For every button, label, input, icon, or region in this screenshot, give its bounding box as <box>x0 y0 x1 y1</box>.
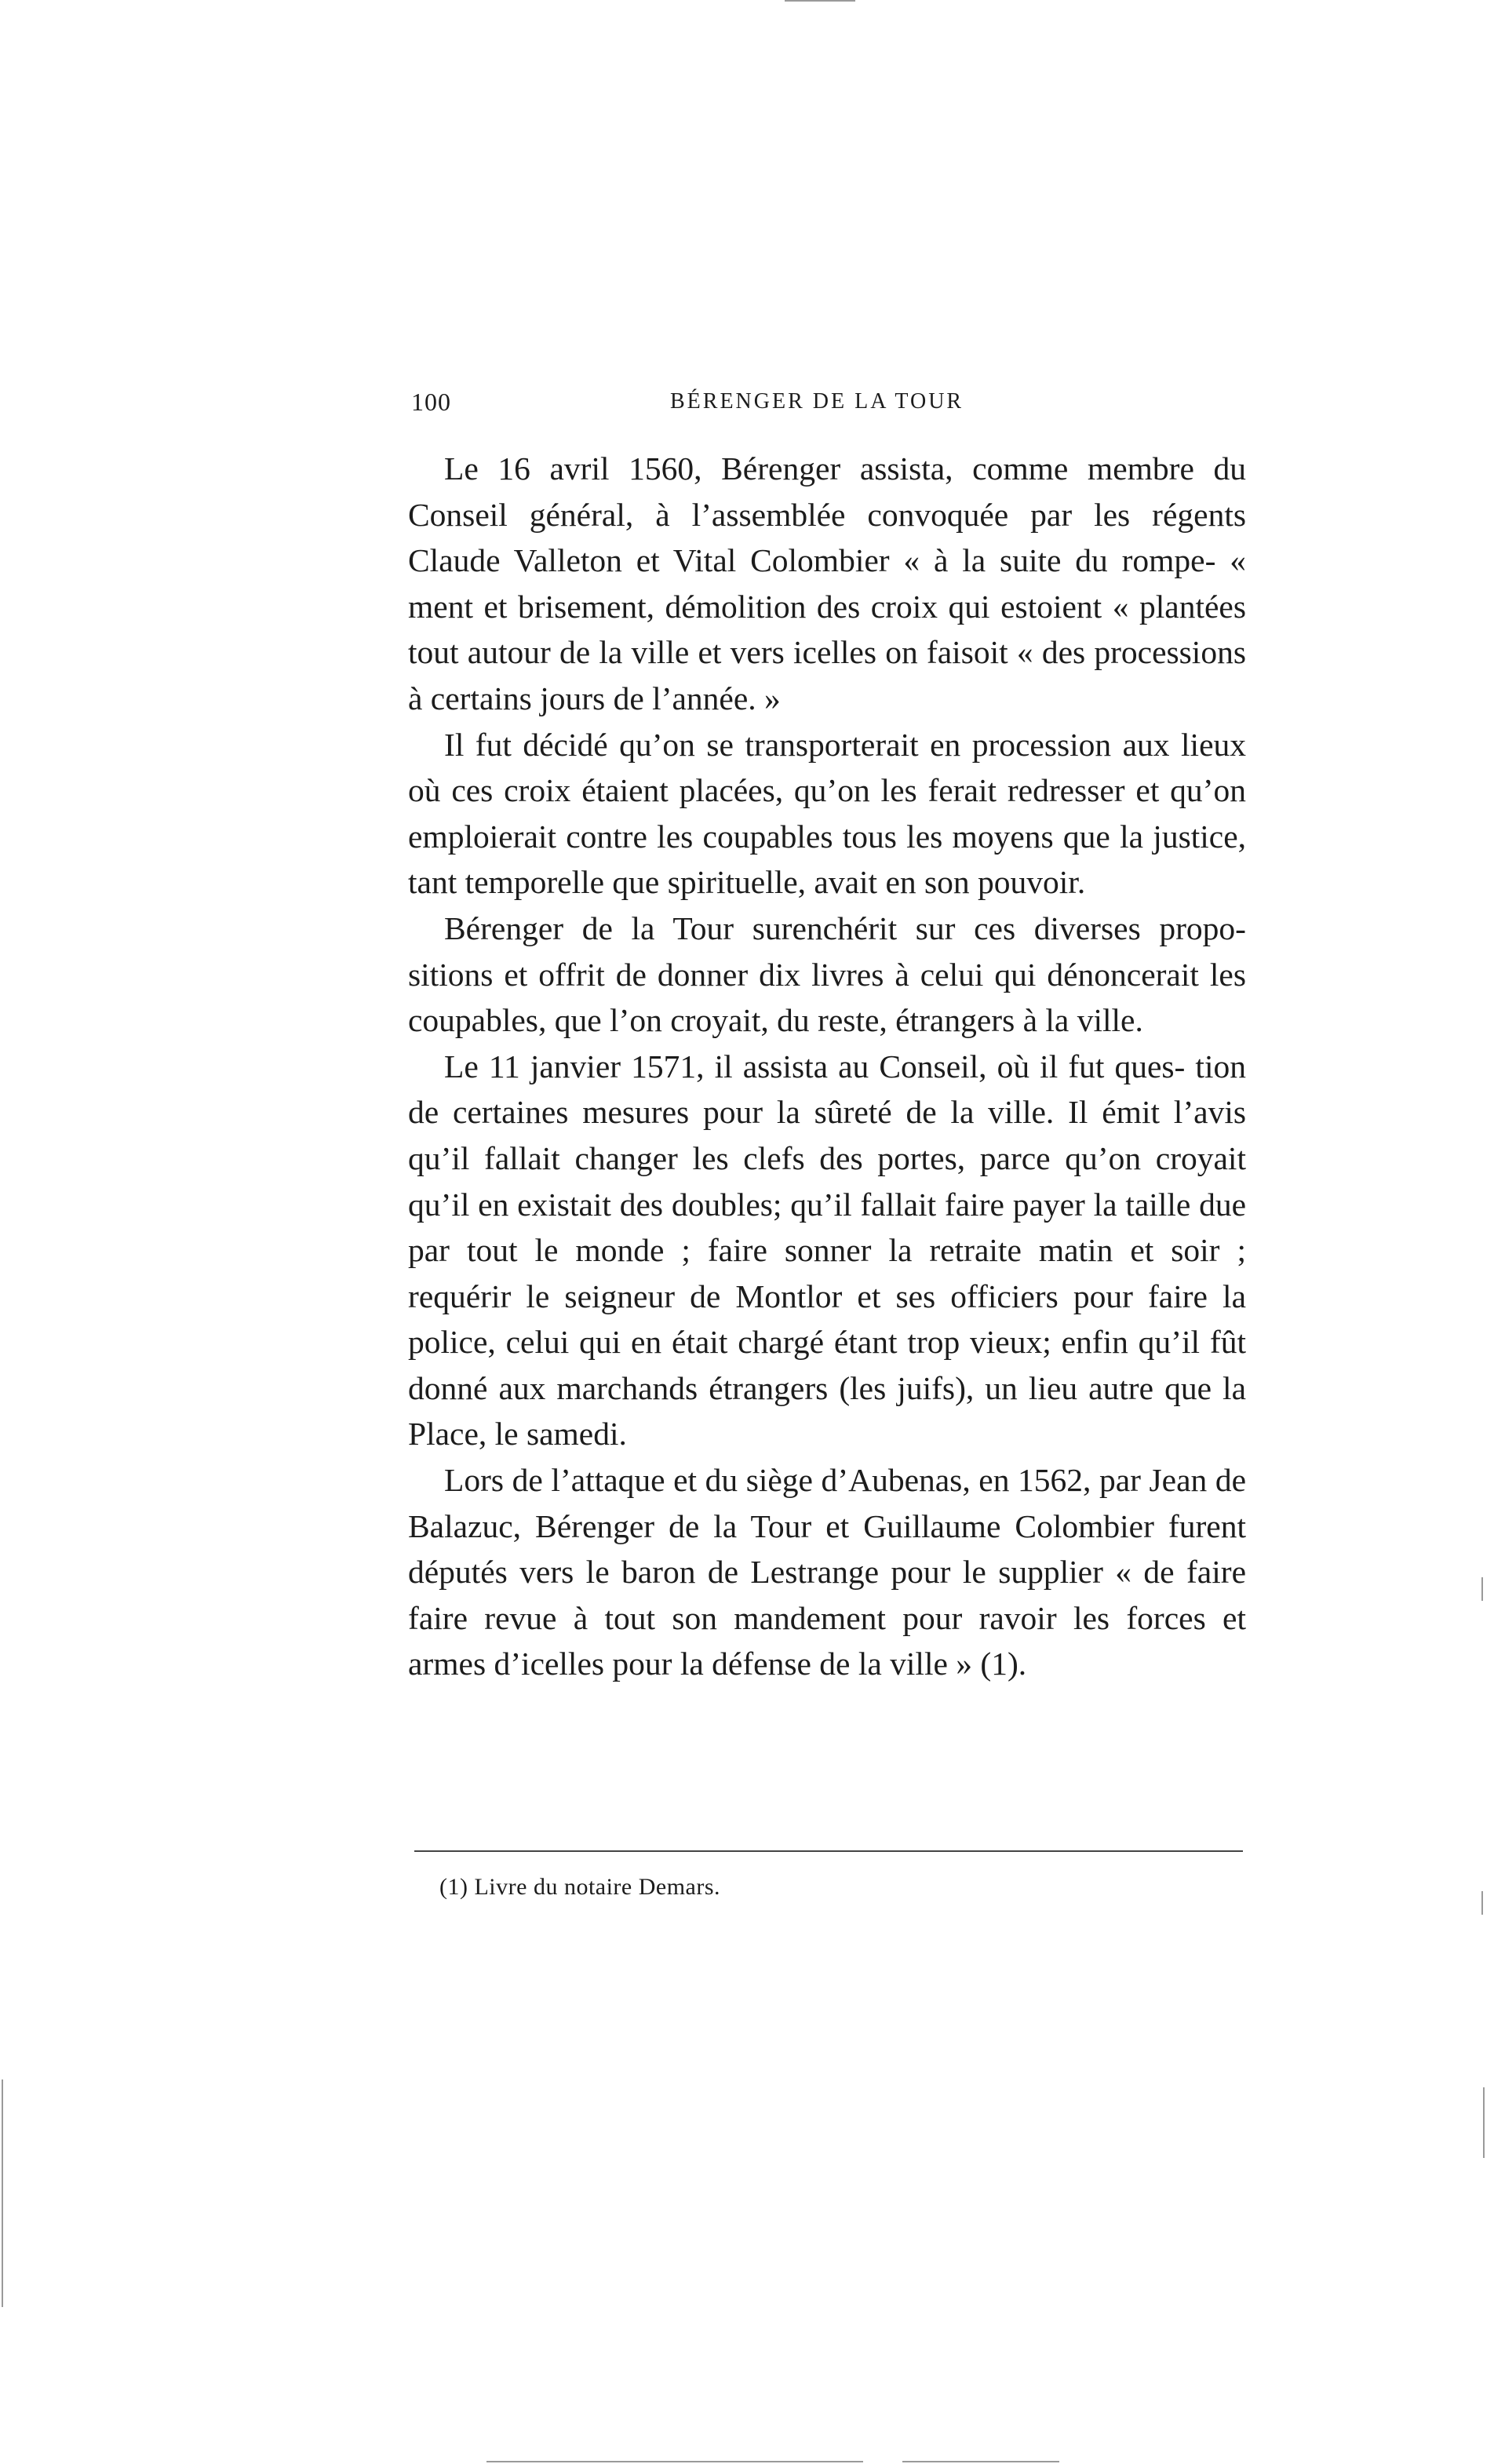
scan-edge-mark <box>486 2461 863 2462</box>
page-number: 100 <box>411 388 451 416</box>
scan-edge-mark <box>785 0 855 2</box>
paragraph: Il fut décidé qu’on se transporterait en procession aux lieux où ces croix étaient placées, qu’on les ferait redresser et qu’on emploierait contre les coupables tous les moyens que la justice, tant temporelle que spirituelle, avait en son pouvoir. <box>408 726 1246 901</box>
running-head: BÉRENGER DE LA TOUR <box>670 389 964 414</box>
body-text <box>408 446 1246 1687</box>
scan-edge-mark <box>1481 1577 1483 1601</box>
scan-edge-mark <box>1481 1891 1483 1915</box>
footnote: (1) Livre du notaire Demars. <box>439 1874 721 1900</box>
scan-edge-mark <box>902 2461 1059 2462</box>
paragraph: Bérenger de la Tour surenchérit sur ces diverses propo- sitions et offrit de donner dix livres à celui qui dénoncerait les coupables, que l’on croyait, du reste, étrangers à la ville. <box>408 909 1246 1039</box>
scan-edge-mark <box>1483 2087 1485 2158</box>
scan-edge-mark <box>2 2079 3 2307</box>
footnote-divider <box>414 1850 1243 1852</box>
page-header <box>411 388 1248 419</box>
paragraph: Le 16 avril 1560, Bérenger assista, comme membre du Conseil général, à l’assemblée convoquée par les régents Claude Valleton et Vital Colombier « à la suite du rompe- « ment et brisement, démolition des croix qui estoient « plantées tout autour de la ville et vers icelles on faisoit « des processions à certains jours de l’année. » <box>408 450 1246 716</box>
paragraph: Lors de l’attaque et du siège d’Aubenas, en 1562, par Jean de Balazuc, Bérenger de la Tour et Guillaume Colombier furent députés vers le baron de Lestrange pour le supplier « de faire faire revue à tout son mandement pour ravoir les forces et armes d’icelles pour la défense de la ville » (1). <box>408 1462 1246 1682</box>
paragraph: Le 11 janvier 1571, il assista au Conseil, où il fut ques- tion de certaines mesures pour la sûreté de la ville. Il émit l’avis qu’il fallait changer les clefs des portes, parce qu’on croyait qu’il en existait des doubles; qu’il fallait faire payer la taille due par tout le monde ; faire sonner la retraite matin et soir ; requérir le seigneur de Montlor et ses officiers pour faire la police, celui qui en était chargé étant trop vieux; enfin qu’il fût donné aux marchands étrangers (les juifs), un lieu autre que la Place, le samedi. <box>408 1048 1246 1453</box>
